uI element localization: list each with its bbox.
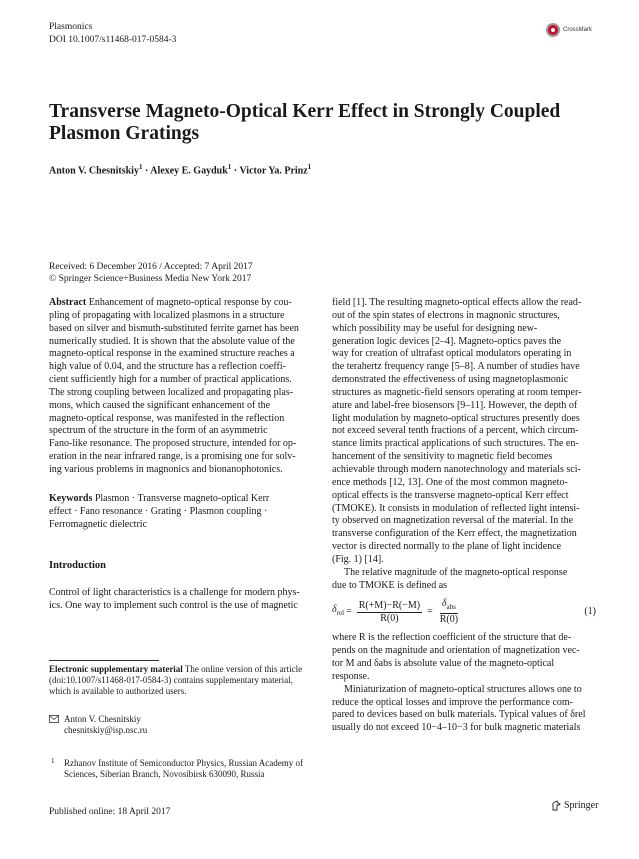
- author-separator: ·: [144, 165, 149, 177]
- author-separator: ·: [233, 165, 238, 177]
- eq-fraction: [438, 598, 460, 626]
- body-line: not exceed several tenth fractions of a percent, which circum-: [332, 425, 579, 437]
- corresponding-email[interactable]: chesnitskiy@isp.nsc.ru: [64, 725, 148, 735]
- body-paragraph: [332, 684, 596, 735]
- right-column: [332, 297, 596, 735]
- abstract-line: The strong coupling between localized and propagating plas-: [49, 386, 294, 398]
- body-line: (Fig. 1) [14].: [332, 553, 384, 565]
- abstract-line: based on silver and bismuth-substituted ferrite garnet has been: [49, 322, 299, 334]
- published-date: Published online: 18 April 2017: [49, 807, 171, 817]
- abstract-line: magneto-optical response in the examined structure reaches a: [49, 348, 295, 360]
- body-line: way for creation of ultrafast optical modulators operating in: [332, 348, 572, 360]
- body-line: ence methods [12, 13]. One of the most common magneto-: [332, 476, 568, 488]
- title-line: Plasmon Gratings: [49, 123, 200, 144]
- equation-number: (1): [584, 605, 596, 617]
- abstract-line: eration in the near infrared range, is a promising one for solv-: [49, 451, 296, 463]
- publisher-name: Springer: [564, 800, 599, 811]
- body-line: the terahertz frequency range [5–8]. A number of studies have: [332, 361, 580, 373]
- body-line: Miniaturization of magneto-optical structures allows one to: [344, 683, 582, 695]
- esm-line: The online version of this article: [184, 664, 303, 674]
- left-column: [49, 297, 313, 613]
- body-line: out of the spin states of electrons in magnonic structures,: [332, 309, 560, 321]
- copyright: © Springer Science+Business Media New York 2017: [49, 274, 252, 284]
- body-paragraph: [332, 297, 596, 567]
- eq-lhs: $\delta_{rel}$: [332, 604, 345, 618]
- affiliation-mark: 1: [51, 757, 55, 765]
- body-line: The relative magnitude of the magneto-optical response: [344, 566, 568, 578]
- body-line: generation logic devices [2–4]. Magneto-optics paves the: [332, 335, 562, 347]
- affiliation-mark: 1: [307, 163, 312, 171]
- received-dates: Received: 6 December 2016 / Accepted: 7 April 2017: [49, 262, 253, 272]
- doi[interactable]: DOI 10.1007/s11468-017-0584-3: [49, 35, 177, 45]
- keywords: [49, 493, 313, 532]
- eq-numerator: $\delta_{abs}$: [440, 598, 458, 614]
- affiliation-mark: 1: [227, 163, 232, 171]
- body-line: stance limits practical applications of such structures. The en-: [332, 438, 579, 450]
- eq-denominator: R(0): [439, 614, 459, 626]
- abstract-line: Fano-like resonance. The proposed structure, intended for op-: [49, 438, 297, 450]
- journal-name: Plasmonics: [49, 22, 93, 32]
- body-line: response.: [332, 670, 370, 682]
- body-paragraph: [332, 632, 596, 683]
- author-name[interactable]: Victor Ya. Prinz: [239, 165, 308, 177]
- section-heading-introduction: Introduction: [49, 560, 106, 572]
- author-list: [49, 163, 311, 176]
- body-line: tor M and δabs is absolute value of the magneto-optical: [332, 658, 555, 670]
- publisher-logo: [551, 800, 598, 811]
- crossmark-badge[interactable]: [546, 23, 592, 37]
- envelope-icon: [49, 715, 59, 723]
- affiliation-line: Sciences, Siberian Branch, Novosibirsk 630090, Russia: [64, 769, 265, 779]
- body-line: where R is the reflection coefficient of the structure that de-: [332, 632, 572, 644]
- body-line: pared to devices based on bulk materials. Typical values of δrel: [332, 709, 586, 721]
- body-line: due to TMOKE is defined as: [332, 579, 448, 591]
- abstract: [49, 297, 313, 477]
- eq-numerator: R(+M)−R(−M): [358, 599, 421, 611]
- body-line: which possibility may be useful for designing new-: [332, 322, 538, 334]
- body-line: (TMOKE). It consists in modulation of reflected light intensi-: [332, 502, 580, 514]
- body-line: achievable through modern nanotechnology and materials sci-: [332, 463, 581, 475]
- body-line: transverse configuration of the Kerr effect, the magnetization: [332, 528, 577, 540]
- paper-title: [49, 101, 589, 145]
- esm-line[interactable]: (doi:10.1007/s11468-017-0584-3) contains supplementary material,: [49, 675, 293, 685]
- keywords-line: Plasmon · Transverse magneto-optical Kerr: [94, 492, 270, 504]
- keywords-line: Ferromagnetic dielectric: [49, 518, 148, 530]
- author-name[interactable]: Anton V. Chesnitskiy: [49, 165, 139, 177]
- equation-1: $\delta_{rel}$ = $\frac{R(+M)-R(-M)}{R(0)}$ = $\frac{\delta_{abs}}{R(0)}$ (1): [332, 598, 596, 626]
- body-line: ty observed on magnetization reversal of the material. In the: [332, 515, 574, 527]
- abstract-line: mons, which caused the significant enhancement of the: [49, 399, 271, 411]
- abstract-line: pling of propagating with localized plasmons in a structure: [49, 309, 285, 321]
- intro-line: ics. One way to implement such control is the use of magnetic: [49, 600, 298, 612]
- keywords-line: effect · Fano resonance · Grating · Plasmon coupling ·: [49, 505, 268, 517]
- abstract-line: Enhancement of magneto-optical response by cou-: [88, 297, 292, 308]
- abstract-line: high value of 0.04, and the structure has a reflection coeffi-: [49, 361, 286, 373]
- correspondence: [49, 714, 147, 736]
- esm-note: [49, 664, 317, 697]
- abstract-line: magneto-optical response, was manifested in the reflection: [49, 412, 285, 424]
- body-line: hancement of the sensitivity to magnetic field becomes: [332, 451, 553, 463]
- esm-line: which is available to authorized users.: [49, 686, 187, 696]
- body-line: vector is directed normally to the plane of light incidence: [332, 541, 562, 553]
- body-line: ature and label-free biosensors [9–11]. However, the depth of: [332, 399, 578, 411]
- affiliation-line: Rzhanov Institute of Semiconductor Physics, Russian Academy of: [64, 758, 303, 768]
- abstract-label: Abstract: [49, 297, 87, 308]
- crossmark-icon: [546, 23, 560, 37]
- abstract-line: cient sufficiently high for a number of practical applications.: [49, 374, 292, 386]
- crossmark-label: CrossMark: [563, 27, 593, 33]
- body-paragraph: [332, 567, 596, 593]
- body-line: structures as magnetic-field sensors operating at room temper-: [332, 386, 582, 398]
- keywords-label: Keywords: [49, 492, 93, 504]
- springer-horse-icon: [551, 800, 561, 811]
- author-name[interactable]: Alexey E. Gayduk: [150, 165, 228, 177]
- abstract-line: ing various problems in magnonics and bionanophotonics.: [49, 463, 283, 475]
- body-line: pends on the magnitude and orientation of magnetization vec-: [332, 645, 580, 657]
- eq-fraction: [357, 600, 422, 625]
- affiliation-mark: 1: [138, 163, 143, 171]
- body-line: light modulation by magneto-optical structures presently does: [332, 412, 580, 424]
- affiliation: [49, 758, 317, 780]
- abstract-line: numerically studied. It is shown that the absolute value of the: [49, 335, 295, 347]
- eq-denominator: R(0): [380, 612, 399, 624]
- body-line: field [1]. The resulting magneto-optical effects allow the read-: [332, 297, 582, 308]
- abstract-line: spectrum of the structure in the form of an asymmetric: [49, 425, 268, 437]
- body-line: demonstrated the effectiveness of using magnetoplasmonic: [332, 374, 569, 386]
- title-line: Transverse Magneto-Optical Kerr Effect in Strongly Coupled: [49, 101, 561, 122]
- esm-label: Electronic supplementary material: [49, 664, 183, 674]
- intro-line: Control of light characteristics is a challenge for modern phys-: [49, 587, 300, 599]
- body-line: reduce the optical losses and improve the performance com-: [332, 696, 574, 708]
- body-line: optical effects is the transverse magneto-optical Kerr effect: [332, 489, 569, 501]
- corresponding-author: Anton V. Chesnitskiy: [64, 714, 141, 724]
- footnote-divider: [49, 660, 159, 661]
- intro-paragraph: [49, 587, 313, 613]
- body-line: usually do not exceed 10−4–10−3 for bulk magnetic materials: [332, 722, 581, 734]
